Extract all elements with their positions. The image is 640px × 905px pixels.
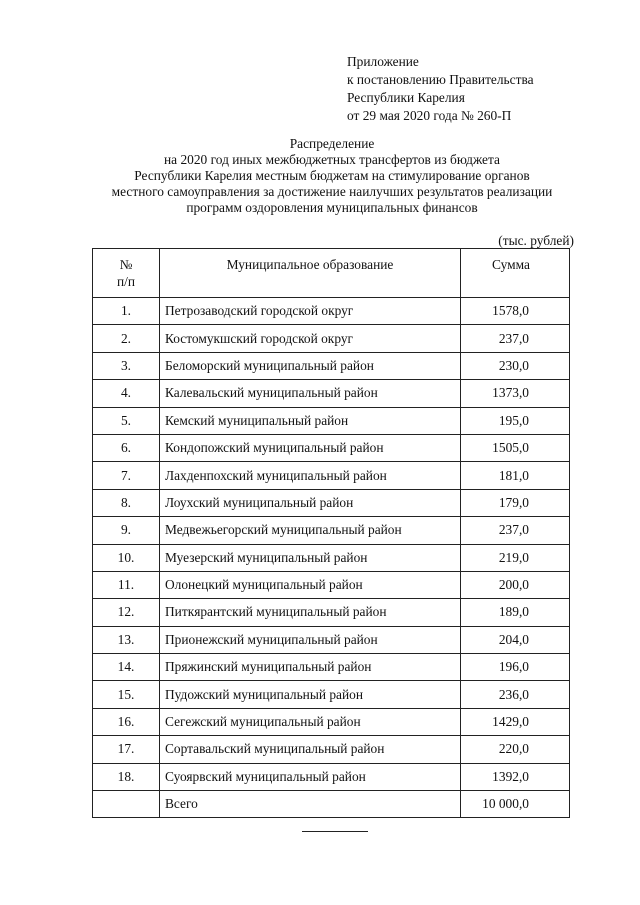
table-row — [93, 763, 570, 790]
title-line: Республики Карелия местным бюджетам на стимулирование органов — [134, 168, 530, 183]
row-municipality: Петрозаводский городской округ — [160, 298, 461, 325]
row-number: 7. — [93, 462, 160, 489]
row-municipality: Питкярантский муниципальный район — [160, 599, 461, 626]
row-municipality: Кондопожский муниципальный район — [160, 434, 461, 461]
row-number: 9. — [93, 517, 160, 544]
table-row — [93, 599, 570, 626]
title-line: программ оздоровления муниципальных финансов — [186, 200, 478, 215]
row-number: 13. — [93, 626, 160, 653]
row-municipality: Медвежьегорский муниципальный район — [160, 517, 461, 544]
title-line: на 2020 год иных межбюджетных трансфертов из бюджета — [164, 152, 500, 167]
row-municipality: Пудожский муниципальный район — [160, 681, 461, 708]
row-number: 16. — [93, 708, 160, 735]
end-rule — [302, 831, 368, 832]
row-sum: 219,0 — [461, 544, 570, 571]
appendix-block — [347, 53, 534, 125]
row-number: 8. — [93, 489, 160, 516]
row-municipality: Муезерский муниципальный район — [160, 544, 461, 571]
table-row — [93, 681, 570, 708]
table-row — [93, 380, 570, 407]
document-title — [90, 136, 574, 216]
table-row — [93, 298, 570, 325]
table-row — [93, 736, 570, 763]
row-sum: 1578,0 — [461, 298, 570, 325]
row-sum: 236,0 — [461, 681, 570, 708]
row-number: 10. — [93, 544, 160, 571]
row-sum: 196,0 — [461, 654, 570, 681]
header-num-line2: п/п — [116, 274, 136, 289]
row-number: 11. — [93, 571, 160, 598]
table-row — [93, 489, 570, 516]
row-sum: 230,0 — [461, 352, 570, 379]
row-sum: 181,0 — [461, 462, 570, 489]
row-sum: 195,0 — [461, 407, 570, 434]
row-municipality: Сегежский муниципальный район — [160, 708, 461, 735]
appendix-line: Республики Карелия — [347, 90, 465, 105]
row-number: 15. — [93, 681, 160, 708]
row-municipality: Прионежский муниципальный район — [160, 626, 461, 653]
row-municipality: Лоухский муниципальный район — [160, 489, 461, 516]
row-sum: 1429,0 — [461, 708, 570, 735]
row-number: 2. — [93, 325, 160, 352]
table-row — [93, 544, 570, 571]
header-name: Муниципальное образование — [160, 249, 461, 298]
row-sum: 220,0 — [461, 736, 570, 763]
row-sum: 189,0 — [461, 599, 570, 626]
header-num — [93, 249, 160, 298]
row-municipality: Сортавальский муниципальный район — [160, 736, 461, 763]
row-number: 18. — [93, 763, 160, 790]
row-municipality: Беломорский муниципальный район — [160, 352, 461, 379]
table-row — [93, 407, 570, 434]
row-municipality: Калевальский муниципальный район — [160, 380, 461, 407]
table-row — [93, 325, 570, 352]
table-row — [93, 654, 570, 681]
table-row — [93, 352, 570, 379]
row-number: 6. — [93, 434, 160, 461]
table-row — [93, 626, 570, 653]
row-municipality: Лахденпохский муниципальный район — [160, 462, 461, 489]
row-municipality: Суоярвский муниципальный район — [160, 763, 461, 790]
appendix-line: к постановлению Правительства — [347, 72, 534, 87]
table-total-row — [93, 791, 570, 818]
header-num-line1: № — [119, 257, 133, 272]
row-number: 14. — [93, 654, 160, 681]
row-sum: 204,0 — [461, 626, 570, 653]
table-body — [93, 298, 570, 818]
table-row — [93, 571, 570, 598]
row-number: 17. — [93, 736, 160, 763]
row-sum: 200,0 — [461, 571, 570, 598]
row-municipality: Пряжинский муниципальный район — [160, 654, 461, 681]
row-sum: 1392,0 — [461, 763, 570, 790]
row-number: 12. — [93, 599, 160, 626]
total-name: Всего — [160, 791, 461, 818]
row-number: 3. — [93, 352, 160, 379]
row-sum: 237,0 — [461, 325, 570, 352]
title-line: местного самоуправления за достижение наилучших результатов реализации — [111, 184, 553, 199]
appendix-line: от 29 мая 2020 года № 260-П — [347, 108, 512, 123]
total-sum: 10 000,0 — [461, 791, 570, 818]
row-sum: 1373,0 — [461, 380, 570, 407]
row-number: 5. — [93, 407, 160, 434]
table-row — [93, 708, 570, 735]
appendix-line: Приложение — [347, 54, 419, 69]
table-row — [93, 462, 570, 489]
row-sum: 1505,0 — [461, 434, 570, 461]
row-municipality: Кемский муниципальный район — [160, 407, 461, 434]
table-row — [93, 517, 570, 544]
unit-note: (тыс. рублей) — [498, 233, 574, 248]
row-municipality: Олонецкий муниципальный район — [160, 571, 461, 598]
header-sum: Сумма — [461, 249, 570, 298]
row-sum: 179,0 — [461, 489, 570, 516]
distribution-table — [92, 248, 570, 818]
table-header-row — [93, 249, 570, 298]
table-row — [93, 434, 570, 461]
title-line: Распределение — [289, 136, 375, 151]
row-municipality: Костомукшский городской округ — [160, 325, 461, 352]
row-sum: 237,0 — [461, 517, 570, 544]
row-number: 4. — [93, 380, 160, 407]
total-num — [93, 791, 160, 818]
row-number: 1. — [93, 298, 160, 325]
